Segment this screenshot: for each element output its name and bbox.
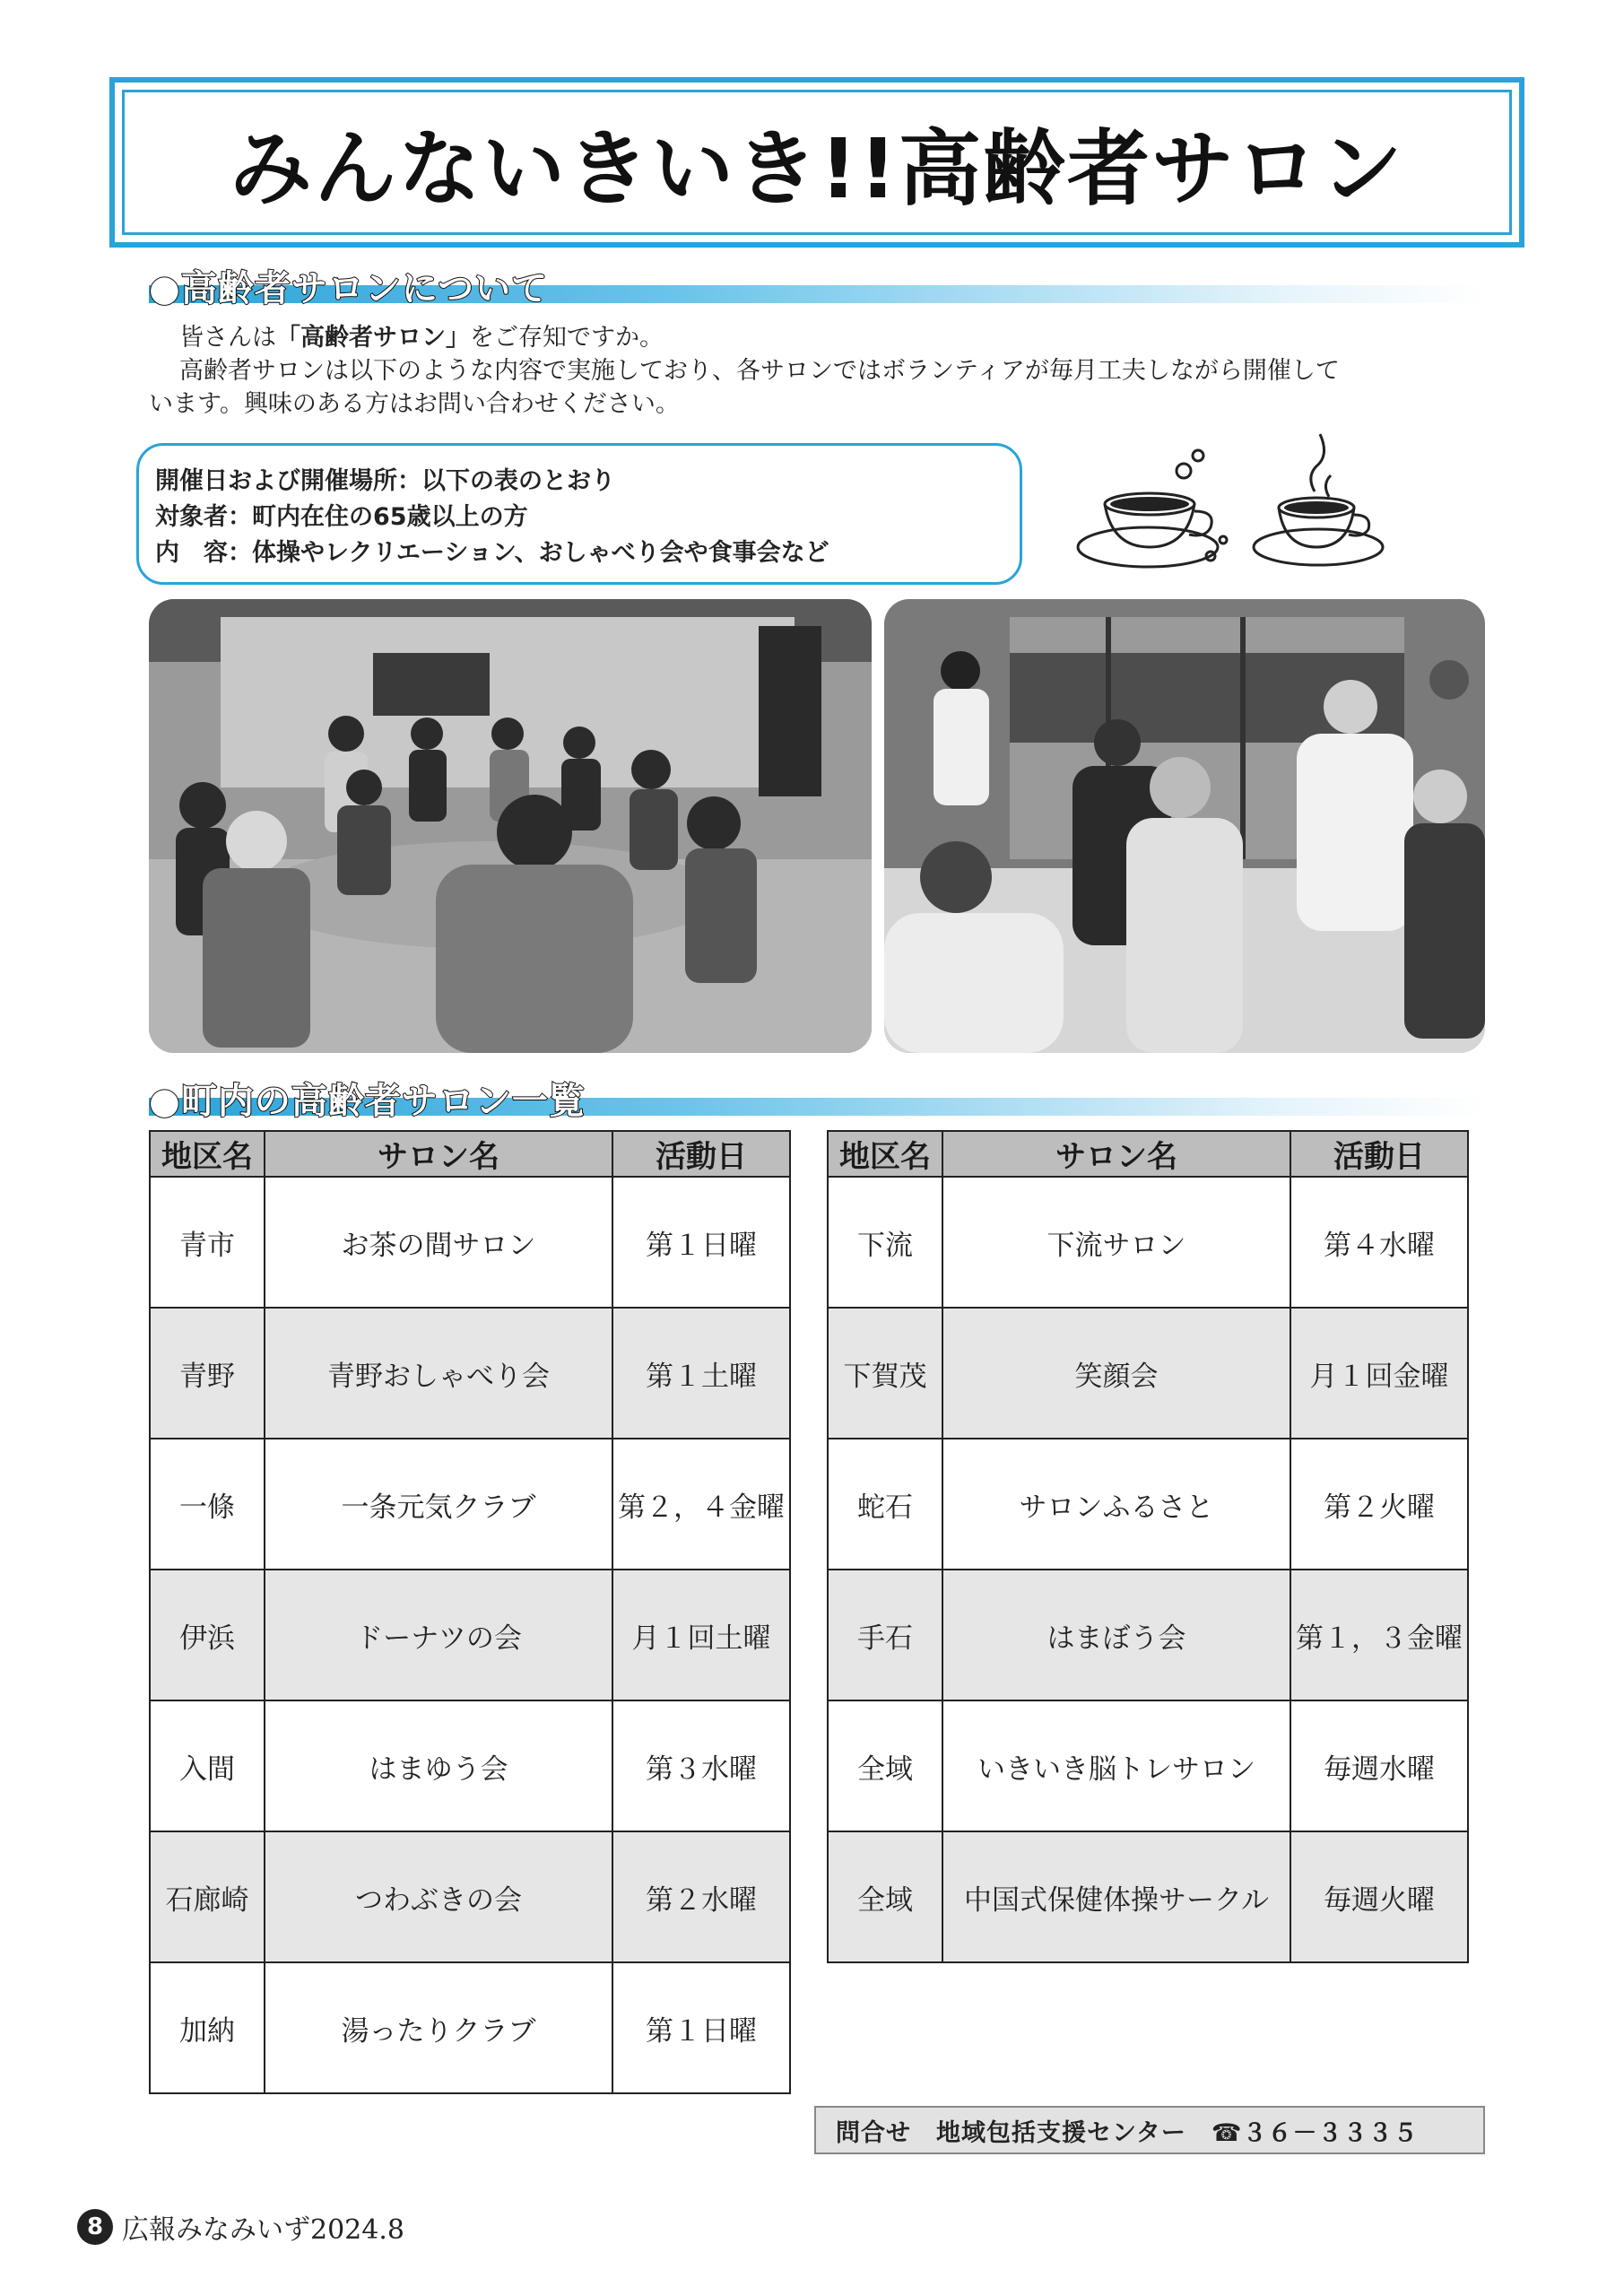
cell-area: 全域 xyxy=(828,1700,942,1831)
cell-activity-day: 第２火曜 xyxy=(1290,1439,1468,1570)
header-activity-day: 活動日 xyxy=(1290,1131,1468,1177)
cell-salon-name: 青野おしゃべり会 xyxy=(265,1308,612,1439)
header-salon-name: サロン名 xyxy=(265,1131,612,1177)
table-row xyxy=(150,1177,790,1308)
intro-line-1-post: をご存知ですか。 xyxy=(470,324,664,352)
section-heading-list-text: ●町内の高齢者サロン一覧 xyxy=(149,1081,586,1122)
cell-area: 伊浜 xyxy=(150,1570,265,1700)
table-row xyxy=(150,1439,790,1570)
salon-table-left xyxy=(149,1130,791,2094)
cell-area: 下賀茂 xyxy=(828,1308,942,1439)
salon-table-right xyxy=(827,1130,1469,1963)
cell-salon-name: お茶の間サロン xyxy=(265,1177,612,1308)
table-header-row xyxy=(150,1131,790,1177)
header-area: 地区名 xyxy=(150,1131,265,1177)
cell-activity-day: 月１回土曜 xyxy=(612,1570,790,1700)
cell-salon-name: はまぼう会 xyxy=(942,1570,1290,1700)
header-area: 地区名 xyxy=(828,1131,942,1177)
table-row xyxy=(150,1570,790,1700)
intro-line-2: 高齢者サロンは以下のような内容で実施しており、各サロンではボランティアが毎月工夫しながら開催して xyxy=(179,357,1340,385)
cell-activity-day: 第１土曜 xyxy=(612,1308,790,1439)
cell-activity-day: 第３水曜 xyxy=(612,1700,790,1831)
cell-salon-name: 笑顔会 xyxy=(942,1308,1290,1439)
contact-label: 問合せ xyxy=(836,2118,911,2147)
intro-line-1-bold: 「高齢者サロン」 xyxy=(276,324,470,352)
cell-activity-day: 毎週火曜 xyxy=(1290,1831,1468,1962)
cell-area: 手石 xyxy=(828,1570,942,1700)
page-footer xyxy=(77,2208,404,2246)
cell-activity-day: 第２，４金曜 xyxy=(612,1439,790,1570)
cell-activity-day: 第１，３金曜 xyxy=(1290,1570,1468,1700)
cell-area: 青野 xyxy=(150,1308,265,1439)
cell-salon-name: ドーナツの会 xyxy=(265,1570,612,1700)
cell-salon-name: 一条元気クラブ xyxy=(265,1439,612,1570)
photo-salon-exercise xyxy=(884,599,1485,1053)
header-salon-name: サロン名 xyxy=(942,1131,1290,1177)
cell-salon-name: はまゆう会 xyxy=(265,1700,612,1831)
cell-area: 全域 xyxy=(828,1831,942,1962)
coffee-cups-illustration xyxy=(1067,422,1390,601)
cell-salon-name: サロンふるさと xyxy=(942,1439,1290,1570)
cell-salon-name: 中国式保健体操サークル xyxy=(942,1831,1290,1962)
cell-area: 蛇石 xyxy=(828,1439,942,1570)
contact-org: 地域包括支援センター xyxy=(936,2118,1186,2147)
cell-salon-name: いきいき脳トレサロン xyxy=(942,1700,1290,1831)
cell-area: 一條 xyxy=(150,1439,265,1570)
table-row xyxy=(150,1308,790,1439)
table-row xyxy=(828,1700,1468,1831)
cell-area: 石廊崎 xyxy=(150,1831,265,1962)
page-number: 8 xyxy=(77,2209,113,2245)
page-title: みんないきいき!!高齢者サロン xyxy=(230,121,1404,217)
cell-salon-name: つわぶきの会 xyxy=(265,1831,612,1962)
info-box xyxy=(136,443,1022,585)
contact-box xyxy=(814,2106,1485,2154)
cell-area: 青市 xyxy=(150,1177,265,1308)
table-row xyxy=(828,1308,1468,1439)
intro-text xyxy=(149,321,1494,421)
title-inner-frame xyxy=(122,90,1512,235)
intro-line-1 xyxy=(149,321,1494,354)
section-heading-about xyxy=(149,260,1485,307)
table-row xyxy=(150,1831,790,1962)
cell-activity-day: 第２水曜 xyxy=(612,1831,790,1962)
table-row xyxy=(828,1570,1468,1700)
table-row xyxy=(828,1831,1468,1962)
header-activity-day: 活動日 xyxy=(612,1131,790,1177)
cell-salon-name: 湯ったりクラブ xyxy=(265,1962,612,2093)
cell-activity-day: 第４水曜 xyxy=(1290,1177,1468,1308)
publication-name: 広報みなみいず2024.8 xyxy=(122,2214,404,2246)
cell-activity-day: 第１日曜 xyxy=(612,1962,790,2093)
cell-area: 入間 xyxy=(150,1700,265,1831)
intro-line-3: います。興味のある方はお問い合わせください。 xyxy=(149,390,680,418)
intro-line-1-pre: 皆さんは xyxy=(179,324,276,352)
cell-activity-day: 第１日曜 xyxy=(612,1177,790,1308)
title-box xyxy=(109,77,1524,248)
cell-area: 下流 xyxy=(828,1177,942,1308)
table-row xyxy=(150,1700,790,1831)
table-row xyxy=(828,1439,1468,1570)
contact-phone: ☎３６－３３３５ xyxy=(1211,2118,1419,2147)
cell-salon-name: 下流サロン xyxy=(942,1177,1290,1308)
info-content: 内 容：体操やレクリエーション、おしゃべり会や食事会など xyxy=(155,539,829,567)
cell-activity-day: 毎週水曜 xyxy=(1290,1700,1468,1831)
section-heading-list xyxy=(149,1073,1485,1122)
cell-activity-day: 月１回金曜 xyxy=(1290,1308,1468,1439)
section-heading-about-text: ●高齢者サロンについて xyxy=(149,268,549,309)
photo-salon-circle xyxy=(149,599,872,1053)
cell-area: 加納 xyxy=(150,1962,265,2093)
info-schedule: 開催日および開催場所：以下の表のとおり xyxy=(155,467,615,495)
table-row xyxy=(150,1962,790,2093)
table-header-row xyxy=(828,1131,1468,1177)
table-row xyxy=(828,1177,1468,1308)
info-target: 対象者：町内在住の65歳以上の方 xyxy=(155,503,528,531)
